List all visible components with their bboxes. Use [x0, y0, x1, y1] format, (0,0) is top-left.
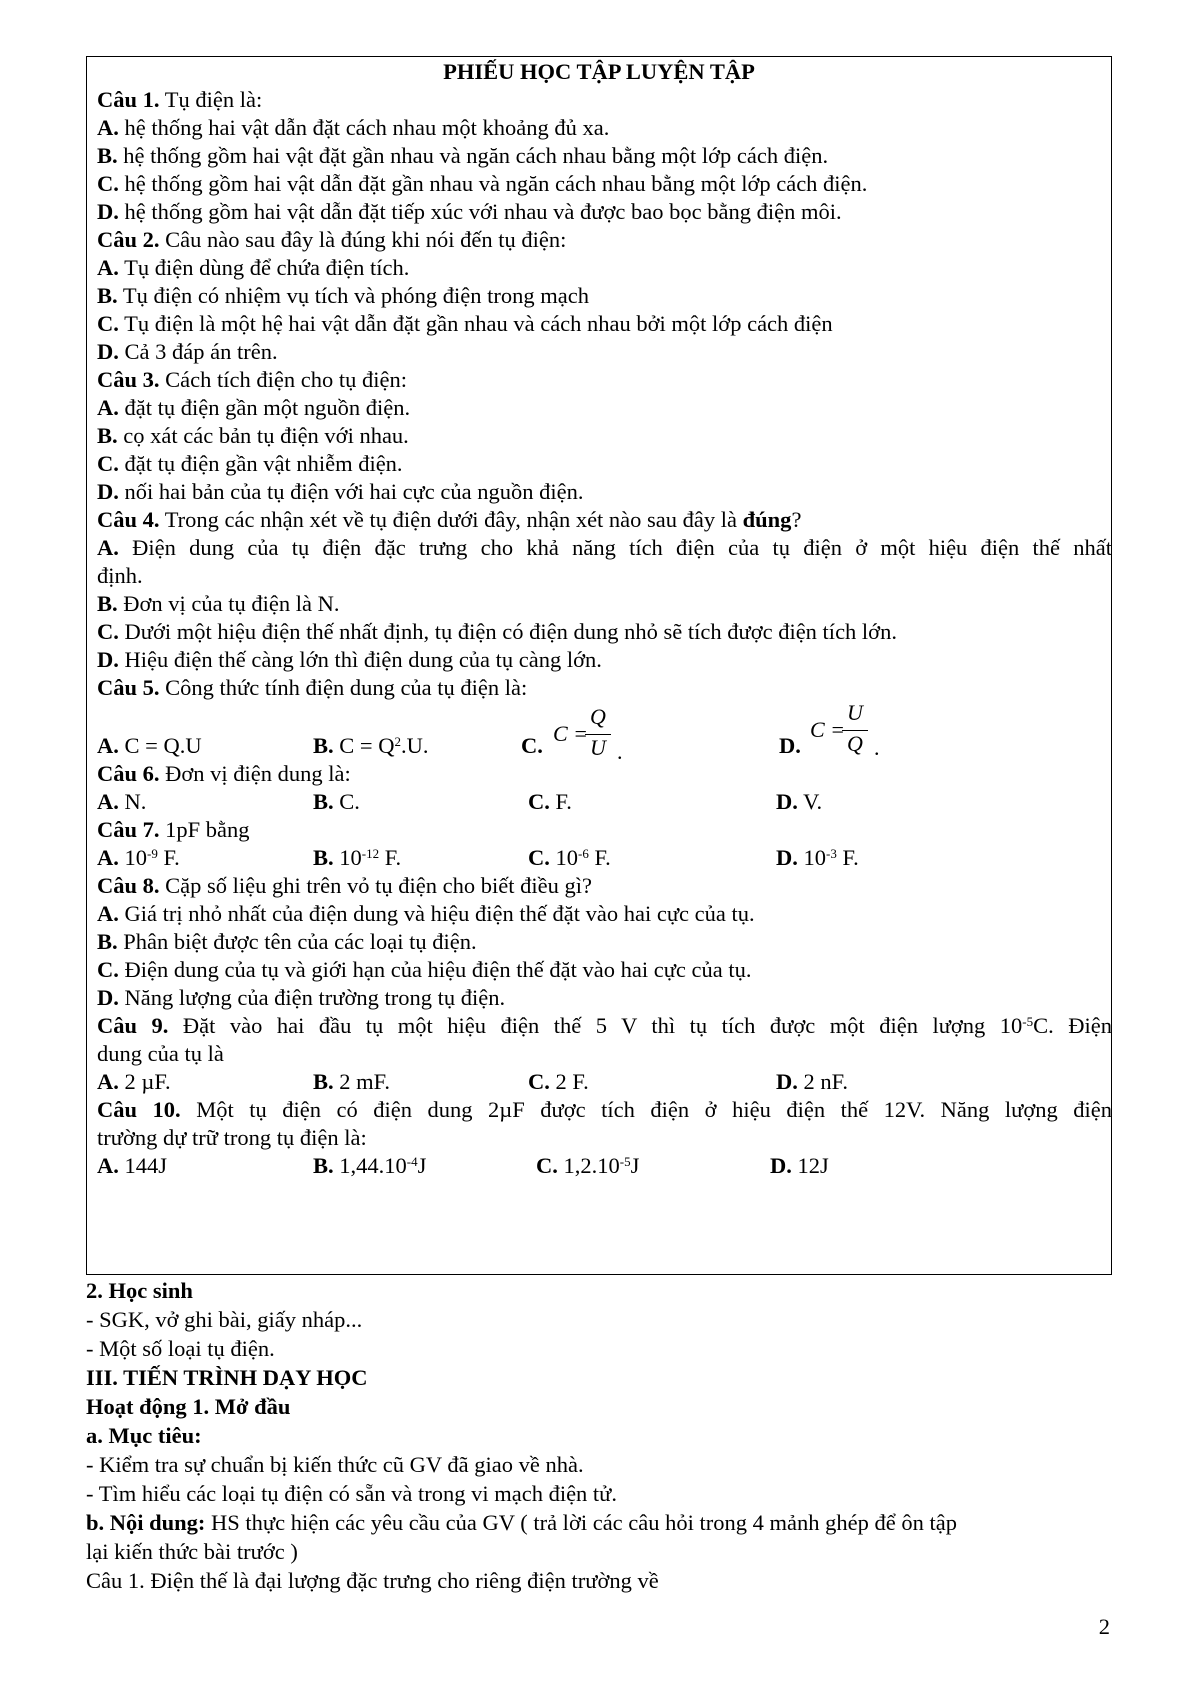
q7-option-2: C. $10^{-6}$ F. [528, 845, 611, 870]
formula-denominator: U [590, 735, 606, 760]
superscript: -3 [826, 846, 837, 861]
q8-option-2: C. Điện dung của tụ và giới hạn của hiệu điện thế đặt vào hai cực của tụ. [97, 957, 752, 982]
q7-option-1: B. $10^{-12}$ F. [313, 845, 402, 870]
option-label: D. [770, 1153, 792, 1178]
q4-option-2: D. Hiệu điện thế càng lớn thì điện dung của tụ càng lớn. [97, 647, 602, 672]
question-9-line1: Câu 9. Đặt vào hai đầu tụ một hiệu điện thế 5 V thì tụ tích được một điện lượng $10^{-5}C$. Điện [97, 1013, 1113, 1038]
q5-formula-d [810, 700, 890, 763]
q5-option-b: B. $C = Q^2.U$. [313, 733, 429, 758]
superscript: -5 [619, 1154, 631, 1169]
activity-1-heading [86, 1392, 290, 1422]
option-label: D. [97, 199, 119, 224]
students-item-2: - Một số loại tụ điện. [86, 1336, 275, 1361]
option-label: B. [313, 733, 334, 758]
option-label: C. [97, 451, 119, 476]
option-label: A. [97, 115, 119, 140]
heading: a. Mục tiêu: [86, 1423, 202, 1448]
formula-dot: . [617, 739, 623, 764]
formula-numerator: Q [590, 704, 606, 729]
q6-option-0: A. N. [97, 789, 147, 814]
worksheet-title: PHIẾU HỌC TẬP LUYỆN TẬP [443, 59, 755, 84]
heading: III. TIẾN TRÌNH DẠY HỌC [86, 1365, 368, 1390]
q1-option-2: C. hệ thống gồm hai vật dẫn đặt gần nhau và ngăn cách nhau bằng một lớp cách điện. [97, 171, 868, 196]
option-label: D. [97, 647, 119, 672]
option-label: B. [97, 143, 118, 168]
question-2: Câu 2. Câu nào sau đây là đúng khi nói đến tụ điện: [97, 227, 567, 252]
option-label: B. [313, 1153, 334, 1178]
students-item-1: - SGK, vở ghi bài, giấy nháp... [86, 1307, 363, 1332]
formula-dot: . [874, 735, 880, 760]
heading: Hoạt động 1. Mở đầu [86, 1394, 291, 1419]
question-3: Câu 3. Cách tích điện cho tụ điện: [97, 367, 407, 392]
option-label: D. [776, 845, 798, 870]
option-label: C. [97, 171, 119, 196]
question-label: Câu 6. [97, 761, 160, 786]
option-label: B. [97, 929, 118, 954]
q8-option-0: A. Giá trị nhỏ nhất của điện dung và hiệu điện thế đặt vào hai cực của tụ. [97, 901, 755, 926]
content-line1: b. Nội dung: HS thực hiện các yêu cầu của GV ( trả lời các câu hỏi trong 4 mảnh ghép để ôn tập [86, 1510, 957, 1535]
q6-option-1: B. C. [313, 789, 360, 814]
option-label: A. [97, 255, 119, 280]
option-label: A. [97, 901, 119, 926]
option-label: D. [779, 733, 801, 758]
question-9-line2: dung của tụ là [97, 1041, 224, 1066]
q8-option-3: D. Năng lượng của điện trường trong tụ điện. [97, 985, 506, 1010]
option-label: A. [97, 395, 119, 420]
option-label: C. [97, 957, 119, 982]
option-label: A. [97, 733, 119, 758]
option-label: B. [313, 845, 334, 870]
q9-option-3: D. 2 nF. [776, 1069, 848, 1094]
q10-option-a: A. 144J [97, 1153, 168, 1178]
formula-numerator: U [847, 700, 863, 725]
option-label: D. [97, 339, 119, 364]
q2-option-1: B. Tụ điện có nhiệm vụ tích và phóng điện trong mạch [97, 283, 589, 308]
q4-option-a-line2: định. [97, 563, 143, 588]
option-label: C. [528, 845, 550, 870]
option-label: D. [97, 479, 119, 504]
formula-lhs: C = [553, 721, 589, 746]
question-label: Câu 3. [97, 367, 160, 392]
q1-option-1: B. hệ thống gồm hai vật đặt gần nhau và ngăn cách nhau bằng một lớp cách điện. [97, 143, 829, 168]
objective-item-1: - Kiểm tra sự chuẩn bị kiến thức cũ GV đã giao về nhà. [86, 1452, 584, 1477]
formula-lhs: C = [810, 717, 846, 742]
option-label: B. [313, 789, 334, 814]
option-label: C. [528, 789, 550, 814]
q6-option-2: C. F. [528, 789, 572, 814]
option-label: B. [97, 283, 118, 308]
page-number: 2 [1098, 1614, 1110, 1639]
option-label: C. [97, 619, 119, 644]
option-label: B. [97, 423, 118, 448]
q5-option-c-label [521, 731, 543, 761]
option-label: A. [97, 1069, 119, 1094]
superscript: -9 [147, 846, 158, 861]
question-8: Câu 8. Cặp số liệu ghi trên vỏ tụ điện cho biết điều gì? [97, 873, 592, 898]
q5-formula-c [553, 704, 633, 767]
option-label: B. [97, 591, 118, 616]
q8-option-1: B. Phân biệt được tên của các loại tụ điện. [97, 929, 477, 954]
question-label: Câu 10. [97, 1097, 181, 1122]
review-question-1: Câu 1. Điện thế là đại lượng đặc trưng cho riêng điện trường về [86, 1568, 659, 1593]
question-label: Câu 1. [97, 87, 160, 112]
superscript: -12 [361, 846, 380, 861]
question-label: Câu 8. [97, 873, 160, 898]
q1-option-0: A. hệ thống hai vật dẫn đặt cách nhau một khoảng đủ xa. [97, 115, 610, 140]
question-4: Câu 4. Trong các nhận xét về tụ điện dưới đây, nhận xét nào sau đây là đúng? [97, 507, 802, 532]
q3-option-2: C. đặt tụ điện gần vật nhiễm điện. [97, 451, 403, 476]
q9-option-0: A. 2 µF. [97, 1069, 171, 1094]
q5-option-a: A. C = Q.U [97, 733, 202, 758]
option-label: D. [776, 1069, 798, 1094]
question-1: Câu 1. Tụ điện là: [97, 87, 263, 112]
q3-option-1: B. cọ xát các bản tụ điện với nhau. [97, 423, 409, 448]
option-label: C. [521, 733, 543, 758]
question-10-line2: trường dự trữ trong tụ điện là: [97, 1125, 367, 1150]
q9-option-2: C. 2 F. [528, 1069, 589, 1094]
q7-option-0: A. $10^{-9}$ F. [97, 845, 180, 870]
q6-option-3: D. V. [776, 789, 823, 814]
option-label: D. [776, 789, 798, 814]
q4-option-1: C. Dưới một hiệu điện thế nhất định, tụ điện có điện dung nhỏ sẽ tích được điện tích lớn. [97, 619, 897, 644]
option-label: A. [97, 845, 119, 870]
q3-option-3: D. nối hai bản của tụ điện với hai cực của nguồn điện. [97, 479, 584, 504]
q2-option-2: C. Tụ điện là một hệ hai vật dẫn đặt gần nhau và cách nhau bởi một lớp cách điện [97, 311, 833, 336]
q10-option-b: B. $1,44.10^{-4}J$ [313, 1153, 427, 1178]
q4-option-0: B. Đơn vị của tụ điện là N. [97, 591, 340, 616]
q10-option-c: C. $1,2.10^{-5}J$ [536, 1153, 640, 1178]
question-5: Câu 5. Công thức tính điện dung của tụ điện là: [97, 675, 528, 700]
formula-denominator: Q [847, 731, 863, 756]
option-label: A. [97, 789, 119, 814]
content-line2: lại kiến thức bài trước ) [86, 1539, 298, 1564]
content-label: b. Nội dung: [86, 1510, 206, 1535]
q2-option-3: D. Cả 3 đáp án trên. [97, 339, 278, 364]
question-7: Câu 7. 1pF bằng [97, 817, 250, 842]
superscript: -6 [578, 846, 589, 861]
superscript: 2 [394, 734, 401, 749]
superscript: -4 [406, 1154, 418, 1169]
heading: 2. Học sinh [86, 1278, 193, 1303]
superscript: -5 [1022, 1014, 1034, 1029]
q3-option-0: A. đặt tụ điện gần một nguồn điện. [97, 395, 411, 420]
option-label: A. [97, 1153, 119, 1178]
question-label: Câu 7. [97, 817, 160, 842]
question-6: Câu 6. Đơn vị điện dung là: [97, 761, 351, 786]
question-label: Câu 4. [97, 507, 160, 532]
option-label: C. [97, 311, 119, 336]
q1-option-3: D. hệ thống gồm hai vật dẫn đặt tiếp xúc với nhau và được bao bọc bằng điện môi. [97, 199, 842, 224]
question-label: Câu 2. [97, 227, 160, 252]
emphasis: đúng [742, 507, 792, 532]
option-label: C. [536, 1153, 558, 1178]
option-label: A. [97, 535, 119, 560]
q10-option-d: D. 12J [770, 1153, 829, 1178]
question-10-line1: Câu 10. Một tụ điện có điện dung 2µF được tích điện ở hiệu điện thế 12V. Năng lượng điện [97, 1097, 1112, 1122]
option-label: C. [528, 1069, 550, 1094]
q5-option-d-label [779, 731, 801, 761]
q7-option-3: D. $10^{-3}$ F. [776, 845, 859, 870]
option-label: B. [313, 1069, 334, 1094]
question-label: Câu 9. [97, 1013, 169, 1038]
objective-item-2: - Tìm hiểu các loại tụ điện có sẵn và trong vi mạch điện tử. [86, 1481, 618, 1506]
q9-option-1: B. 2 mF. [313, 1069, 390, 1094]
section-students [86, 1276, 193, 1306]
question-label: Câu 5. [97, 675, 160, 700]
q4-option-a-line1: A. Điện dung của tụ điện đặc trưng cho khả năng tích điện của tụ điện ở một hiệu điện thế nhất [97, 535, 1112, 560]
option-label: D. [97, 985, 119, 1010]
q2-option-0: A. Tụ điện dùng để chứa điện tích. [97, 255, 410, 280]
objective-heading [86, 1421, 202, 1451]
section-teaching-process [86, 1363, 368, 1393]
